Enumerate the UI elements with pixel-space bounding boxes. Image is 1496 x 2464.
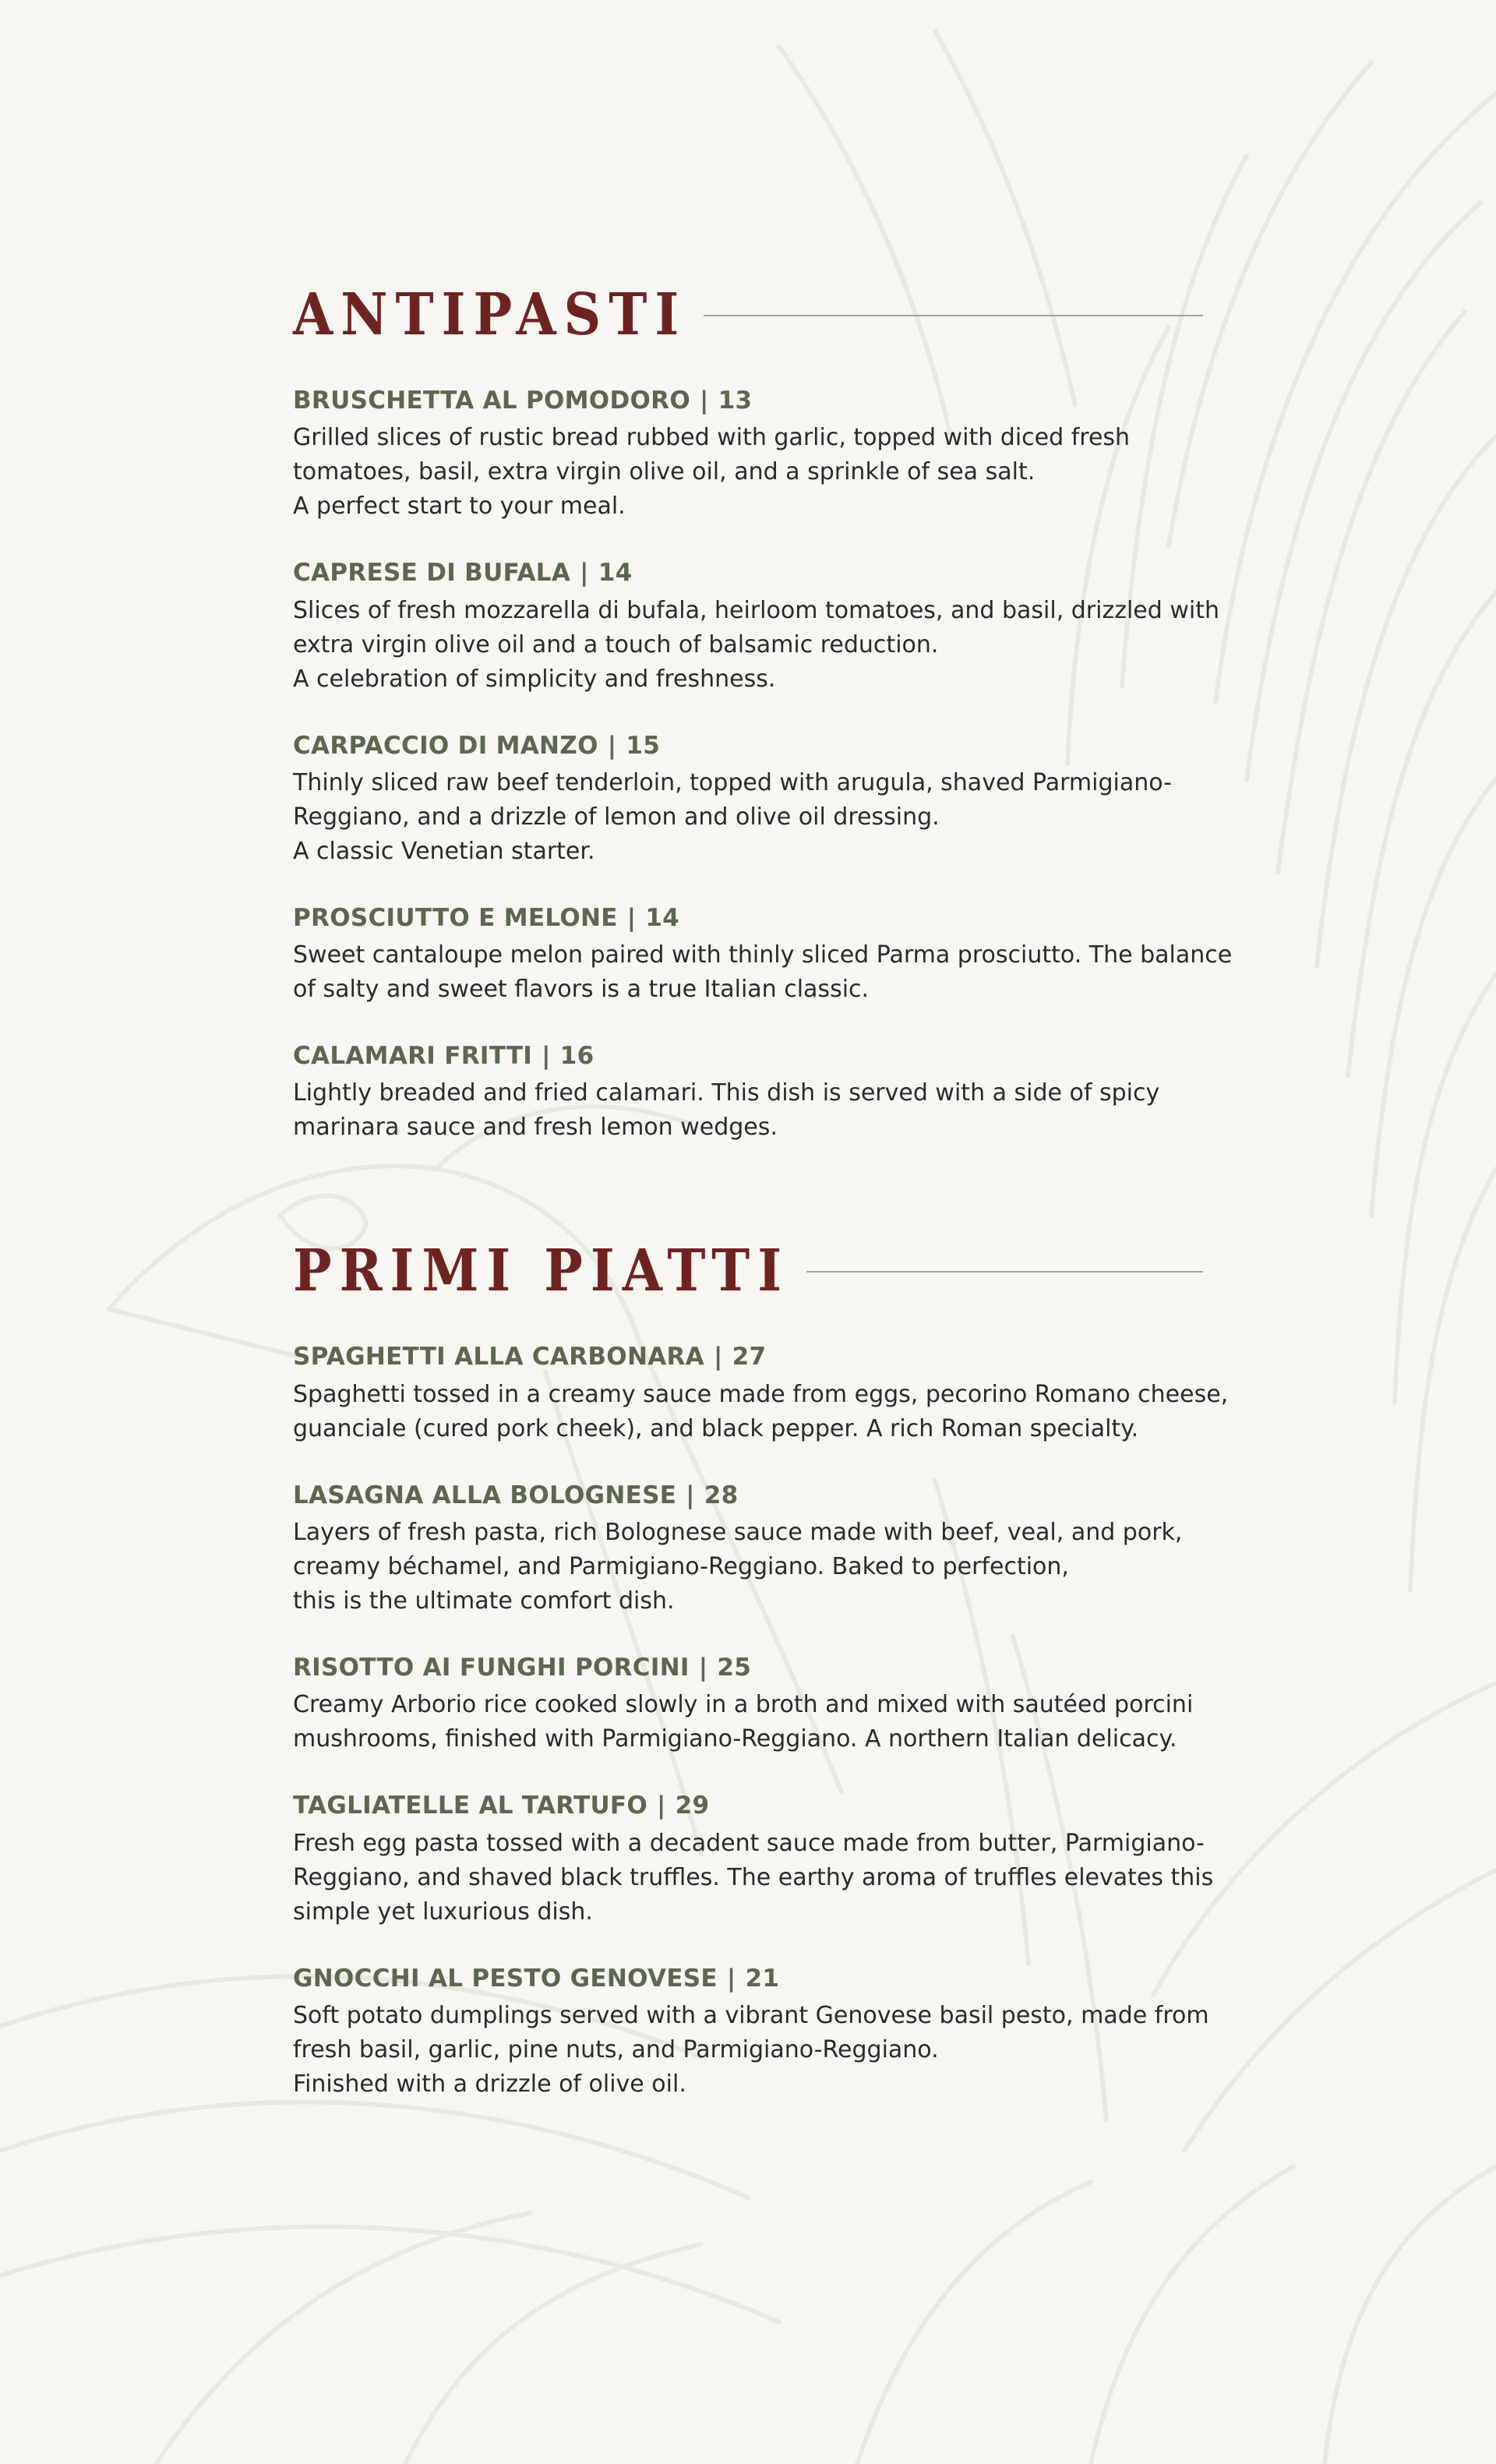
description-line: Creamy Arborio rice cooked slowly in a broth and mixed with sautéed porcini: [293, 1691, 1194, 1719]
price-separator: |: [542, 1042, 551, 1071]
menu-item-description: [293, 594, 1219, 697]
description-line: Slices of fresh mozzarella di bufala, heirloom tomatoes, and basil, drizzled with: [293, 596, 1219, 624]
price-separator: |: [626, 903, 637, 932]
description-line: tomatoes, basil, extra virgin olive oil, and a sprinkle of sea salt.: [293, 458, 1036, 486]
menu-item-description: [293, 938, 1233, 1007]
menu-item-heading: [293, 1341, 1203, 1372]
menu-item-price: 27: [732, 1343, 767, 1371]
description-line: A classic Venetian starter.: [293, 837, 595, 865]
menu-item-price: 29: [675, 1792, 710, 1820]
menu-item-heading: [293, 1790, 1203, 1821]
menu-item-name: RISOTTO AI FUNGHI PORCINI: [293, 1654, 690, 1682]
menu-item-description: [293, 1827, 1214, 1929]
description-line: Fresh egg pasta tossed with a decadent sauce made from butter, Parmigiano-: [293, 1829, 1205, 1857]
price-separator: |: [699, 387, 709, 415]
section-divider: [704, 315, 1203, 316]
menu-item-price: 28: [704, 1481, 739, 1509]
description-line: Finished with a drizzle of olive oil.: [293, 2070, 686, 2098]
section-title: ANTIPASTI: [293, 280, 687, 348]
price-separator: |: [713, 1343, 723, 1371]
menu-item-description: [293, 1516, 1203, 1619]
menu-item-heading: [293, 1652, 1203, 1683]
menu-item-name: CARPACCIO DI MANZO: [293, 731, 598, 760]
menu: [293, 280, 1233, 2135]
menu-item-name: GNOCCHI AL PESTO GENOVESE: [293, 1964, 718, 1993]
menu-item-name: BRUSCHETTA AL POMODORO: [293, 387, 690, 415]
menu-item-price: 14: [645, 903, 680, 932]
section-primi-piatti: [293, 1236, 1229, 2101]
menu-item-heading: [293, 385, 1203, 416]
menu-item-description: [293, 1999, 1209, 2102]
price-separator: |: [686, 1481, 695, 1509]
description-line: guanciale (cured pork cheek), and black pepper. A rich Roman specialty.: [293, 1414, 1139, 1442]
section-header: [293, 1236, 1203, 1305]
section-title: PRIMI PIATTI: [293, 1236, 790, 1305]
menu-item-carpaccio: [293, 730, 1203, 869]
price-separator: |: [726, 1964, 736, 1993]
description-line: Thinly sliced raw beef tenderloin, topped with arugula, shaved Parmigiano-: [293, 768, 1172, 796]
description-line: Layers of fresh pasta, rich Bolognese sauce made with beef, veal, and pork,: [293, 1519, 1183, 1547]
description-line: Grilled slices of rustic bread rubbed with garlic, topped with diced fresh: [293, 424, 1131, 452]
menu-item-price: 16: [559, 1042, 595, 1071]
menu-item-name: LASAGNA ALLA BOLOGNESE: [293, 1481, 677, 1509]
menu-item-heading: [293, 1040, 1203, 1071]
description-line: Reggiano, and shaved black truffles. The earthy aroma of truffles elevates this: [293, 1863, 1214, 1891]
description-line: Lightly breaded and fried calamari. This dish is served with a side of spicy: [293, 1079, 1160, 1107]
menu-item-bruschetta: [293, 385, 1203, 524]
menu-item-description: [293, 766, 1203, 869]
menu-item-price: 25: [717, 1654, 752, 1682]
menu-item-lasagna: [293, 1480, 1203, 1619]
section-divider: [806, 1271, 1203, 1273]
menu-item-heading: [293, 1480, 1203, 1511]
menu-item-tagliatelle: [293, 1790, 1214, 1929]
menu-item-description: [293, 1076, 1203, 1145]
menu-item-price: 13: [718, 387, 753, 415]
menu-item-name: CAPRESE DI BUFALA: [293, 559, 571, 588]
menu-item-description: [293, 1688, 1203, 1756]
description-line: marinara sauce and fresh lemon wedges.: [293, 1114, 778, 1142]
description-line: mushrooms, finished with Parmigiano-Reggiano. A northern Italian delicacy.: [293, 1725, 1177, 1753]
section-antipasti: [293, 280, 1233, 1145]
menu-item-price: 14: [598, 559, 633, 588]
menu-item-gnocchi: [293, 1963, 1209, 2102]
menu-item-price: 15: [626, 731, 661, 760]
menu-item-name: SPAGHETTI ALLA CARBONARA: [293, 1343, 704, 1371]
menu-item-name: TAGLIATELLE AL TARTUFO: [293, 1792, 648, 1820]
description-line: Sweet cantaloupe melon paired with thinly sliced Parma prosciutto. The balance: [293, 941, 1233, 969]
description-line: of salty and sweet flavors is a true Italian classic.: [293, 976, 870, 1004]
description-line: Soft potato dumplings served with a vibrant Genovese basil pesto, made from: [293, 2001, 1209, 2029]
menu-item-calamari: [293, 1040, 1203, 1145]
price-separator: |: [580, 559, 589, 588]
description-line: Reggiano, and a drizzle of lemon and olive oil dressing.: [293, 803, 940, 831]
price-separator: |: [607, 731, 617, 760]
description-line: A perfect start to your meal.: [293, 492, 626, 521]
menu-item-heading: [293, 902, 1203, 934]
description-line: simple yet luxurious dish.: [293, 1897, 593, 1926]
description-line: creamy béchamel, and Parmigiano-Reggiano. Baked to perfection,: [293, 1553, 1069, 1581]
menu-item-heading: [293, 1963, 1203, 1994]
menu-item-name: CALAMARI FRITTI: [293, 1042, 533, 1071]
menu-item-description: [293, 421, 1203, 524]
menu-item-price: 21: [745, 1964, 780, 1993]
description-line: extra virgin olive oil and a touch of balsamic reduction.: [293, 630, 939, 658]
menu-item-carbonara: [293, 1341, 1229, 1446]
description-line: A celebration of simplicity and freshness.: [293, 665, 776, 693]
price-separator: |: [698, 1654, 708, 1682]
description-line: fresh basil, garlic, pine nuts, and Parmigiano-Reggiano.: [293, 2035, 939, 2063]
menu-item-heading: [293, 730, 1203, 761]
menu-item-caprese: [293, 557, 1219, 696]
section-header: [293, 280, 1203, 348]
price-separator: |: [657, 1792, 666, 1820]
menu-item-risotto: [293, 1652, 1203, 1756]
description-line: Spaghetti tossed in a creamy sauce made from eggs, pecorino Romano cheese,: [293, 1380, 1229, 1408]
menu-item-prosciutto: [293, 902, 1233, 1007]
menu-item-name: PROSCIUTTO E MELONE: [293, 903, 618, 932]
description-line: this is the ultimate comfort dish.: [293, 1587, 675, 1615]
menu-item-description: [293, 1378, 1229, 1446]
menu-item-heading: [293, 557, 1203, 588]
